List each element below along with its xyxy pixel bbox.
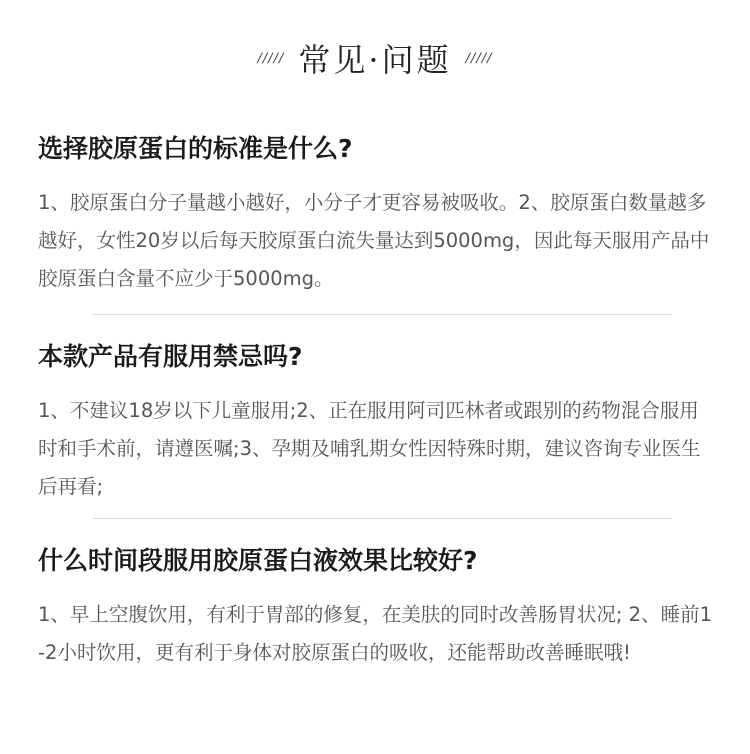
faq-item-2 xyxy=(38,340,718,506)
faq-question: 选择胶原蛋白的标准是什么? xyxy=(38,134,353,163)
faq-answer: 1、不建议18岁以下儿童服用;2、正在服用阿司匹林者或跟别的药物混合服用时和手术前，请遵医嘱;3、孕期及哺乳期女性因特殊时期，建议咨询专业医生后再看; xyxy=(38,399,701,498)
decorative-slashes-right: ///// xyxy=(465,50,493,66)
faq-question: 本款产品有服用禁忌吗? xyxy=(38,342,303,371)
faq-item-1 xyxy=(38,132,718,298)
faq-answer: 1、胶原蛋白分子量越小越好，小分子才更容易被吸收。2、胶原蛋白数量越多越好，女性20岁以后每天胶原蛋白流失量达到5000mg，因此每天服用产品中胶原蛋白含量不应少于5000mg。 xyxy=(38,191,710,290)
faq-answer: 1、早上空腹饮用，有利于胃部的修复，在美肤的同时改善肠胃状况; 2、睡前1-2小时饮用，更有利于身体对胶原蛋白的吸收，还能帮助改善睡眠哦! xyxy=(38,603,712,664)
faq-header xyxy=(0,32,750,84)
divider xyxy=(92,518,672,519)
page-title: 常见·问题 xyxy=(298,41,452,79)
faq-question: 什么时间段服用胶原蛋白液效果比较好? xyxy=(38,546,478,575)
divider xyxy=(92,314,672,315)
faq-item-3 xyxy=(38,544,718,672)
decorative-slashes-left: ///// xyxy=(257,50,285,66)
